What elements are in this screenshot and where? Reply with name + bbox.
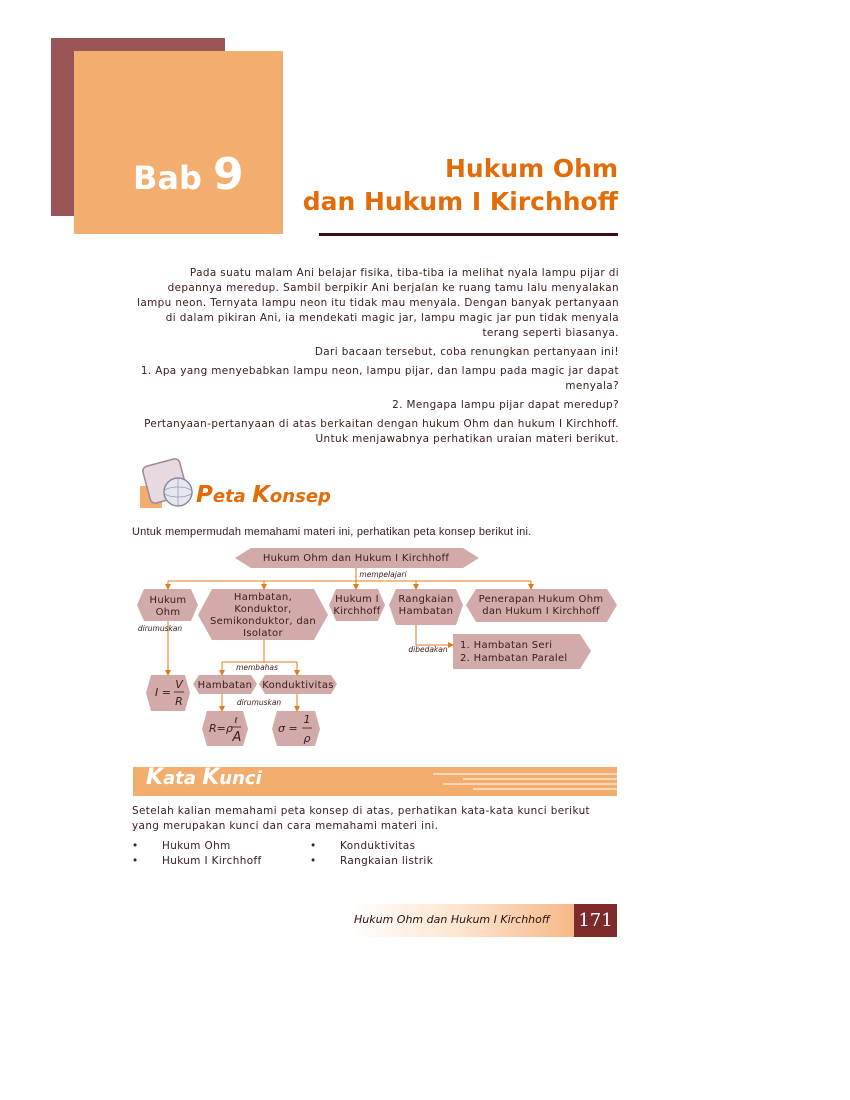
chapter-title-line1: Hukum Ohm — [445, 154, 618, 183]
intro-question-1: 1. Apa yang menyebabkan lampu neon, lampu pijar, dan lampu pada magic jar dapat menyala? — [140, 365, 619, 392]
dirumuskan-label-1: dirumuskan — [137, 624, 183, 633]
chapter-number: 9 — [213, 149, 244, 200]
n1-line2: Ohm — [155, 607, 181, 618]
n2-line4: Isolator — [243, 628, 283, 639]
kk-title-rest1: ata — [163, 768, 203, 789]
n2-line2: Konduktor, — [234, 604, 292, 615]
intro-closing: Pertanyaan-pertanyaan di atas berkaitan dengan hukum Ohm dan hukum I Kirchhoff. Untuk menjawabnya perhatikan uraian materi berikut. — [144, 418, 619, 445]
keyword-list-1 — [132, 839, 262, 869]
membahas-label: membahas — [236, 663, 278, 672]
bullet: • — [132, 855, 139, 867]
keyword-item — [310, 854, 433, 869]
chapter-title-line2: dan Hukum I Kirchhoff — [302, 187, 618, 216]
konduktivitas-label: Konduktivitas — [262, 680, 334, 691]
n1-line1: Hukum — [149, 595, 187, 606]
keyword-item — [310, 839, 433, 854]
peta-title-rest2: onsep — [269, 486, 331, 507]
root-label: Hukum Ohm dan Hukum I Kirchhoff — [262, 553, 450, 564]
f2-lhs: R=ρ — [209, 722, 233, 735]
peta-title-cap1: P — [196, 482, 213, 508]
f3-den: ρ — [303, 732, 311, 745]
kk-title-cap2: K — [202, 765, 220, 790]
keyword-list-2 — [310, 839, 433, 869]
keyword-text: Rangkaian listrik — [340, 855, 434, 867]
f3-num: 1 — [303, 713, 311, 726]
kk-title-cap1: K — [146, 765, 164, 790]
paralel-label: 2. Hambatan Paralel — [460, 653, 568, 664]
keyword-text: Konduktivitas — [340, 840, 416, 852]
peta-intro: Untuk mempermudah memahami materi ini, perhatikan peta konsep berikut ini. — [132, 526, 532, 538]
intro-prompt: Dari bacaan tersebut, coba renungkan pertanyaan ini! — [314, 346, 619, 358]
n4-line2: Hambatan — [398, 606, 454, 617]
dirumuskan-label-2: dirumuskan — [236, 698, 282, 707]
kk-title-rest2: unci — [219, 768, 262, 789]
peta-title-rest1: eta — [212, 486, 253, 507]
keyword-text: Hukum Ohm — [162, 840, 231, 852]
n5-line1: Penerapan Hukum Ohm — [478, 594, 604, 605]
bullet: • — [310, 855, 317, 867]
f1-den: R — [175, 695, 183, 708]
n3-line2: Kirchhoff — [333, 606, 381, 617]
bullet: • — [310, 840, 317, 852]
keyword-item — [132, 854, 262, 869]
bullet: • — [132, 840, 139, 852]
f1-num: V — [175, 678, 183, 691]
kata-kunci-text: Setelah kalian memahami peta konsep di atas, perhatikan kata-kata kunci berikut yang merupakan kunci dan cara memahami materi ini. — [132, 805, 591, 832]
page-number: 171 — [574, 904, 617, 937]
f2-num: ℓ — [234, 716, 238, 725]
f2-den: A — [232, 730, 242, 745]
mempelajari-label: mempelajari — [359, 570, 407, 579]
seri-label: 1. Hambatan Seri — [460, 640, 553, 651]
f3-lhs: σ = — [278, 722, 298, 735]
n3-line1: Hukum I — [335, 594, 379, 605]
peta-title-cap2: K — [252, 482, 270, 508]
kata-kunci-title — [146, 765, 262, 790]
n4-line1: Rangkaian — [398, 594, 454, 605]
chapter-label-text: Bab — [133, 159, 202, 197]
f1-lhs: I = — [155, 686, 171, 699]
n2-line1: Hambatan, — [233, 592, 293, 603]
intro-paragraph: Pada suatu malam Ani belajar fisika, tiba-tiba ia melihat nyala lampu pijar di depannya meredup. Sambil berpikir Ani berjalan ke ruang tamu lalu menyalakan lampu neon. Ternyata lampu neon itu tidak mau menyala. Dengan banyak pertanyaan di dalam pikiran Ani, ia mendekati magic jar, lampu magic jar pun tidak menyala terang seperti biasanya. — [137, 267, 619, 339]
keyword-text: Hukum I Kirchhoff — [162, 855, 262, 867]
n5-line2: dan Hukum I Kirchhoff — [482, 606, 600, 617]
hambatan-label: Hambatan — [197, 680, 253, 691]
intro-question-2: 2. Mengapa lampu pijar dapat meredup? — [392, 399, 619, 411]
running-title: Hukum Ohm dan Hukum I Kirchhoff — [354, 913, 550, 926]
n2-line3: Semikonduktor, dan — [209, 616, 317, 627]
dibedakan-label: dibedakan — [408, 645, 448, 654]
keyword-item — [132, 839, 262, 854]
